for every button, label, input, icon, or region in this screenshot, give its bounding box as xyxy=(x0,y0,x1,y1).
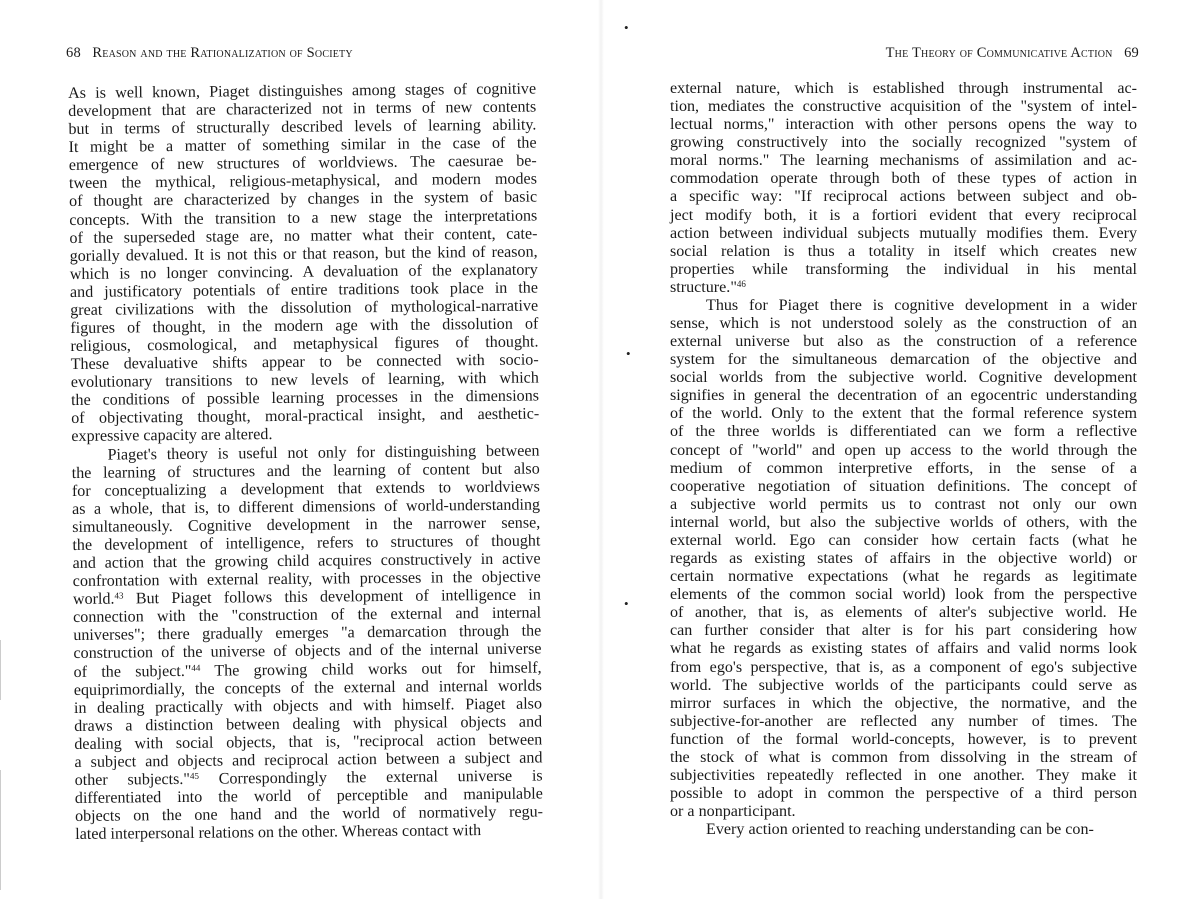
text-line: mirror surfaces in which the objective, the normative, and the xyxy=(670,694,1137,712)
text-line: confrontation with external reality, with processes in the objective xyxy=(72,568,541,591)
text-line: of thought are characterized by changes in the system of basic xyxy=(69,188,538,211)
text-line: ject modify both, it is a fortiori evident that every reciprocal xyxy=(670,206,1137,224)
text-line: world.$^{43}$ But Piaget follows this development of intelligence in xyxy=(72,586,542,609)
text-line: of objectivating thought, moral-practical insight, and aesthetic- xyxy=(71,405,540,428)
text-line: simultaneously. Cognitive development in the narrower sense, xyxy=(72,514,541,536)
text-line: external universe but also as the construction of a reference xyxy=(670,333,1137,351)
text-line: development that are characterized not in terms of new contents xyxy=(68,98,537,121)
text-line: from ego's perspective, that is, as a component of ego's subjective xyxy=(670,658,1137,676)
text-line: draws a distinction between dealing with physical objects and xyxy=(74,713,543,735)
text-line: signifies in general the decentration of an egocentric understanding xyxy=(670,387,1137,405)
text-line: structure."$^{46}$ xyxy=(670,278,746,296)
text-line: lectual norms," interaction with other persons opens the way to xyxy=(670,116,1137,134)
text-line: objects on the one hand and the world of normatively regu- xyxy=(74,803,544,826)
text-line: concepts. With the transition to a new stage the interpretations xyxy=(69,207,538,229)
right-running-title: The Theory of Communicative Action xyxy=(885,45,1113,61)
text-line: the conditions of possible learning processes in the dimensions xyxy=(70,387,540,410)
text-line: social worlds from the subjective world. Cognitive development xyxy=(670,369,1137,387)
text-line: internal world, but also the subjective worlds of others, with the xyxy=(670,513,1137,531)
text-line: social relation is thus a totality in itself which creates new xyxy=(670,242,1137,260)
text-line: universes"; there gradually emerges "a demarcation through the xyxy=(73,622,542,645)
text-line: which is no longer convincing. A devaluation of the explanatory xyxy=(69,261,538,283)
text-line: subjective-for-another are reflected any number of times. The xyxy=(670,712,1137,730)
text-line: the development of intelligence, refers to structures of thought xyxy=(72,532,541,554)
right-page xyxy=(600,0,1199,899)
text-line: Piaget's theory is useful not only for distinguishing between xyxy=(107,442,540,464)
text-line: commodation operate through both of these types of action in xyxy=(670,170,1137,188)
scan-edge-mark xyxy=(0,640,1,700)
text-line: evolutionary transitions to new levels of learning, with which xyxy=(70,369,539,392)
text-line: the learning of structures and the learning of content but also xyxy=(71,460,540,482)
text-line: action between individual subjects mutually modifies them. Every xyxy=(670,224,1137,242)
text-line: differentiated into the world of perceptible and manipulable xyxy=(74,785,543,808)
right-running-head xyxy=(886,45,1139,62)
text-line: connection with the "construction of the external and internal xyxy=(73,604,542,627)
text-line: Every action oriented to reaching understanding can be con- xyxy=(706,821,1094,839)
text-line: These devaluative shifts appear to be connected with socio- xyxy=(70,351,539,374)
text-line: equiprimordially, the concepts of the external and internal worlds xyxy=(73,677,542,699)
text-line: gorially devalued. It is not this or that reason, but the kind of reason, xyxy=(69,243,538,265)
text-line: of the world. Only to the extent that the formal reference system xyxy=(670,405,1137,423)
text-line: a subject and objects and reciprocal action between a subject and xyxy=(74,749,543,771)
text-line: construction of the universe of objects and of the internal universe xyxy=(73,640,542,663)
right-body-text xyxy=(670,80,1137,839)
text-line: a specific way: "If reciprocal actions between subject and ob- xyxy=(670,188,1137,206)
left-running-head xyxy=(66,45,353,62)
text-line: religious, cosmological, and metaphysical figures of thought. xyxy=(70,333,539,356)
text-line: of the subject."$^{44}$ The growing child works out for himself, xyxy=(73,658,542,681)
text-line: of the superseded stage are, no matter what their content, cate- xyxy=(69,225,538,247)
text-line: external world. Ego can consider how certain facts (what he xyxy=(670,531,1137,549)
text-line: As is well known, Piaget distinguishes among stages of cognitive xyxy=(68,80,537,102)
left-body-text xyxy=(68,81,543,845)
text-line: great civilizations with the dissolution of mythological-narrative xyxy=(70,297,539,319)
text-line: of the three worlds is differentiated can we form a reflective xyxy=(670,423,1137,441)
text-line: expressive capacity are altered. xyxy=(71,426,273,446)
scan-speck: • xyxy=(626,346,631,361)
text-line: tween the mythical, religious-metaphysical, and modern modes xyxy=(68,170,538,193)
text-line: and action that the growing child acquires constructively in active xyxy=(72,550,541,573)
text-line: system for the simultaneous demarcation of the objective and xyxy=(670,351,1137,369)
text-line: a subjective world permits us to contrast not only our own xyxy=(670,495,1137,513)
text-line: can further consider that alter is for his part considering how xyxy=(670,622,1137,640)
text-line: properties while transforming the individual in his mental xyxy=(670,260,1137,278)
text-line: emergence of new structures of worldviews. The caesurae be- xyxy=(68,152,537,175)
text-line: other subjects."$^{45}$ Correspondingly the external universe is xyxy=(74,767,543,789)
left-page-number: 68 xyxy=(66,45,81,61)
text-line: and justificatory potentials of entire traditions took place in the xyxy=(69,279,539,301)
scan-speck: • xyxy=(624,20,629,35)
text-line: but in terms of structurally described levels of learning ability. xyxy=(68,116,537,139)
text-line: sense, which is not understood solely as the construction of an xyxy=(670,315,1137,333)
text-line: as a whole, that is, to different dimensions of world-understanding xyxy=(71,496,541,518)
text-line: Thus for Piaget there is cognitive development in a wider xyxy=(706,296,1137,314)
scan-edge-mark xyxy=(0,770,1,890)
text-line: or a nonparticipant. xyxy=(670,803,796,821)
text-line: the stock of what is common from dissolving in the stream of xyxy=(670,748,1137,766)
text-line: regards as existing states of affairs in the objective world) or xyxy=(670,550,1137,568)
text-line: for conceptualizing a development that extends to worldviews xyxy=(71,478,540,500)
text-line: subjectivities repeatedly reflected in one another. They make it xyxy=(670,766,1137,784)
text-line: growing constructively into the socially recognized "system of xyxy=(670,134,1137,152)
text-line: concept of "world" and open up access to the world through the xyxy=(670,441,1137,459)
text-line: world. The subjective worlds of the participants could serve as xyxy=(670,676,1137,694)
text-line: It might be a matter of something similar in the case of the xyxy=(68,134,537,157)
text-line: in dealing practically with objects and with himself. Piaget also xyxy=(73,695,543,717)
text-line: medium of common interpretive efforts, in the sense of a xyxy=(670,459,1137,477)
text-line: dealing with social objects, that is, "reciprocal action between xyxy=(74,731,543,753)
text-line: external nature, which is established through instrumental ac- xyxy=(670,80,1137,97)
text-line: cooperative negotiation of situation definitions. The concept of xyxy=(670,477,1137,495)
text-line: figures of thought, in the modern age with the dissolution of xyxy=(70,315,539,338)
text-line: certain normative expectations (what he regards as legitimate xyxy=(670,568,1137,586)
right-page-number: 69 xyxy=(1124,45,1139,61)
text-line: of another, that is, as elements of alter's subjective world. He xyxy=(670,604,1137,622)
text-line: function of the formal world-concepts, however, is to prevent xyxy=(670,730,1137,748)
text-line: tion, mediates the constructive acquisition of the "system of intel- xyxy=(670,98,1137,116)
text-line: lated interpersonal relations on the other. Whereas contact with xyxy=(75,822,482,844)
text-line: elements of the common social world) look from the perspective xyxy=(670,586,1137,604)
text-line: possible to adopt in common the perspective of a third person xyxy=(670,785,1137,803)
scan-speck: • xyxy=(624,596,629,611)
left-running-title: Reason and the Rationalization of Society xyxy=(92,45,353,61)
text-line: what he regards as existing states of affairs and valid norms look xyxy=(670,640,1137,658)
text-line: moral norms." The learning mechanisms of assimilation and ac- xyxy=(670,152,1137,170)
